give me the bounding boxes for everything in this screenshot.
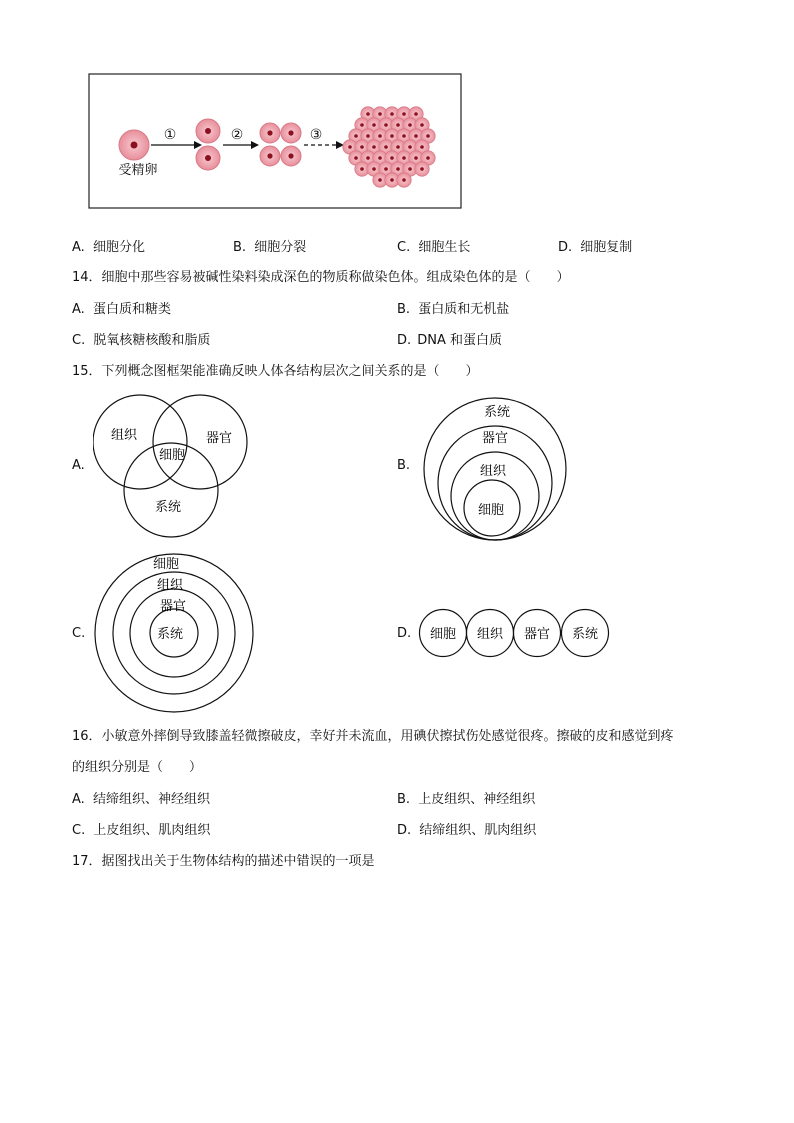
q15-diagram-c[interactable] bbox=[93, 552, 255, 714]
q15-stem: 15．下列概念图框架能准确反映人体各结构层次之间关系的是（ ） bbox=[72, 364, 479, 379]
diagram-b-organ: 器官 bbox=[481, 431, 509, 446]
diagram-c-cell: 细胞 bbox=[152, 557, 180, 572]
option-letter: C. bbox=[397, 240, 411, 255]
diagram-b-cell: 细胞 bbox=[477, 503, 505, 518]
q16-stem-line2: 的组织分别是（ ） bbox=[72, 760, 203, 775]
diagram-a-organ: 器官 bbox=[205, 431, 233, 446]
cluster-cell-nucleus bbox=[378, 178, 382, 182]
cluster-cell-nucleus bbox=[426, 156, 430, 160]
q16-option-d[interactable] bbox=[397, 819, 536, 838]
q13-option-c[interactable] bbox=[397, 236, 470, 255]
option-letter: D. bbox=[397, 823, 412, 838]
q15-option-b-label[interactable]: B. bbox=[397, 458, 411, 473]
option-letter: A. bbox=[72, 792, 85, 807]
cluster-cell-nucleus bbox=[372, 167, 376, 171]
q14-option-c[interactable] bbox=[72, 329, 210, 348]
cluster-cell-nucleus bbox=[420, 145, 424, 149]
cluster-cell-nucleus bbox=[414, 156, 418, 160]
option-letter: D. bbox=[397, 333, 412, 348]
q15-option-a-label[interactable]: A. bbox=[72, 458, 85, 473]
cluster-cell-nucleus bbox=[360, 145, 364, 149]
option-letter: A. bbox=[72, 240, 85, 255]
option-text: 脱氧核糖核酸和脂质 bbox=[93, 333, 211, 348]
diagram-a-system: 系统 bbox=[154, 500, 182, 515]
cluster-cell-nucleus bbox=[384, 123, 388, 127]
cluster-cell-nucleus bbox=[384, 167, 388, 171]
q14-option-d[interactable] bbox=[397, 329, 502, 348]
option-text: 上皮组织、神经组织 bbox=[418, 792, 536, 807]
diagram-b-tissue: 组织 bbox=[479, 464, 507, 479]
diagram-d-system: 系统 bbox=[571, 627, 599, 642]
cluster-cell-nucleus bbox=[390, 134, 394, 138]
cluster-cell-nucleus bbox=[390, 156, 394, 160]
diagram-d-tissue: 组织 bbox=[476, 627, 504, 642]
q13-option-a[interactable] bbox=[72, 236, 145, 255]
diagram-a-cell: 细胞 bbox=[158, 448, 186, 463]
fertilized-egg-label: 受精卵 bbox=[118, 163, 158, 178]
q15-option-c-label[interactable]: C. bbox=[72, 626, 86, 641]
q17-stem: 17．据图找出关于生物体结构的描述中错误的一项是 bbox=[72, 854, 375, 869]
cluster-cell-nucleus bbox=[366, 112, 370, 116]
option-text: 细胞生长 bbox=[418, 240, 471, 255]
cluster-cell-nucleus bbox=[402, 156, 406, 160]
cluster-cell-nucleus bbox=[402, 134, 406, 138]
cluster-cell-nucleus bbox=[396, 167, 400, 171]
step-1-label: ① bbox=[163, 127, 177, 143]
cluster-cell-nucleus bbox=[384, 145, 388, 149]
cluster-cell-nucleus bbox=[408, 145, 412, 149]
diagram-c-system: 系统 bbox=[156, 627, 184, 642]
q14-option-a[interactable] bbox=[72, 298, 171, 317]
step-3-label: ③ bbox=[309, 127, 323, 143]
cluster-cell-nucleus bbox=[348, 145, 352, 149]
diagram-c-organ: 器官 bbox=[159, 599, 187, 614]
cluster-cell-nucleus bbox=[360, 167, 364, 171]
fertilized-egg-cell bbox=[119, 130, 149, 160]
q13-option-d[interactable] bbox=[558, 236, 632, 255]
q16-stem-line1: 16．小敏意外摔倒导致膝盖轻微擦破皮，幸好并未流血，用碘伏擦拭伤处感觉很疼。擦破的皮和感觉到疼 bbox=[72, 729, 674, 744]
option-text: DNA 和蛋白质 bbox=[417, 333, 503, 348]
cluster-cell-nucleus bbox=[426, 134, 430, 138]
option-letter: B. bbox=[397, 792, 411, 807]
cell-division-figure bbox=[88, 73, 464, 211]
option-letter: C. bbox=[72, 823, 86, 838]
cluster-cell-nucleus bbox=[354, 134, 358, 138]
diagram-d-organ: 器官 bbox=[523, 627, 551, 642]
diagram-d-cell: 细胞 bbox=[429, 627, 457, 642]
q14-stem: 14．细胞中那些容易被碱性染料染成深色的物质称做染色体。组成染色体的是（ ） bbox=[72, 270, 570, 285]
cluster-cell-nucleus bbox=[396, 123, 400, 127]
diagram-a-tissue: 组织 bbox=[110, 428, 138, 443]
option-text: 细胞分化 bbox=[92, 240, 145, 255]
cluster-cell-nucleus bbox=[360, 123, 364, 127]
option-text: 蛋白质和糖类 bbox=[92, 302, 171, 317]
option-text: 结缔组织、神经组织 bbox=[92, 792, 210, 807]
option-text: 细胞分裂 bbox=[254, 240, 307, 255]
cluster-cell-nucleus bbox=[420, 167, 424, 171]
option-letter: A. bbox=[72, 302, 85, 317]
option-letter: C. bbox=[72, 333, 86, 348]
q16-option-c[interactable] bbox=[72, 819, 210, 838]
step-2-label: ② bbox=[230, 127, 244, 143]
cluster-cell-nucleus bbox=[366, 134, 370, 138]
cluster-cell-nucleus bbox=[372, 145, 376, 149]
q15-diagram-a[interactable] bbox=[93, 394, 253, 538]
cluster-cell-nucleus bbox=[408, 123, 412, 127]
cluster-cell-nucleus bbox=[408, 167, 412, 171]
diagram-b-system: 系统 bbox=[483, 405, 511, 420]
cluster-cell-nucleus bbox=[414, 112, 418, 116]
cluster-cell-nucleus bbox=[372, 123, 376, 127]
q15-diagram-d[interactable] bbox=[418, 608, 612, 658]
q14-option-b[interactable] bbox=[397, 298, 509, 317]
cluster-cell-nucleus bbox=[354, 156, 358, 160]
q15-diagram-b[interactable] bbox=[420, 396, 570, 542]
option-text: 上皮组织、肌肉组织 bbox=[93, 823, 211, 838]
q16-option-a[interactable] bbox=[72, 788, 210, 807]
cluster-cell-nucleus bbox=[390, 112, 394, 116]
q15-option-d-label[interactable]: D. bbox=[397, 626, 412, 641]
cluster-cell-nucleus bbox=[396, 145, 400, 149]
option-letter: B. bbox=[397, 302, 411, 317]
option-letter: D. bbox=[558, 240, 573, 255]
option-text: 蛋白质和无机盐 bbox=[418, 302, 510, 317]
q13-option-b[interactable] bbox=[233, 236, 306, 255]
option-letter: B. bbox=[233, 240, 247, 255]
cluster-cell-nucleus bbox=[390, 178, 394, 182]
cluster-cell-nucleus bbox=[378, 112, 382, 116]
cluster-cell-nucleus bbox=[402, 112, 406, 116]
option-text: 结缔组织、肌肉组织 bbox=[419, 823, 537, 838]
option-text: 细胞复制 bbox=[580, 240, 633, 255]
cluster-cell-nucleus bbox=[402, 178, 406, 182]
cluster-cell-nucleus bbox=[414, 134, 418, 138]
diagram-c-tissue: 组织 bbox=[156, 578, 184, 593]
cluster-cell-nucleus bbox=[420, 123, 424, 127]
q16-option-b[interactable] bbox=[397, 788, 535, 807]
cluster-cell-nucleus bbox=[366, 156, 370, 160]
cluster-cell-nucleus bbox=[378, 156, 382, 160]
cluster-cell-nucleus bbox=[378, 134, 382, 138]
